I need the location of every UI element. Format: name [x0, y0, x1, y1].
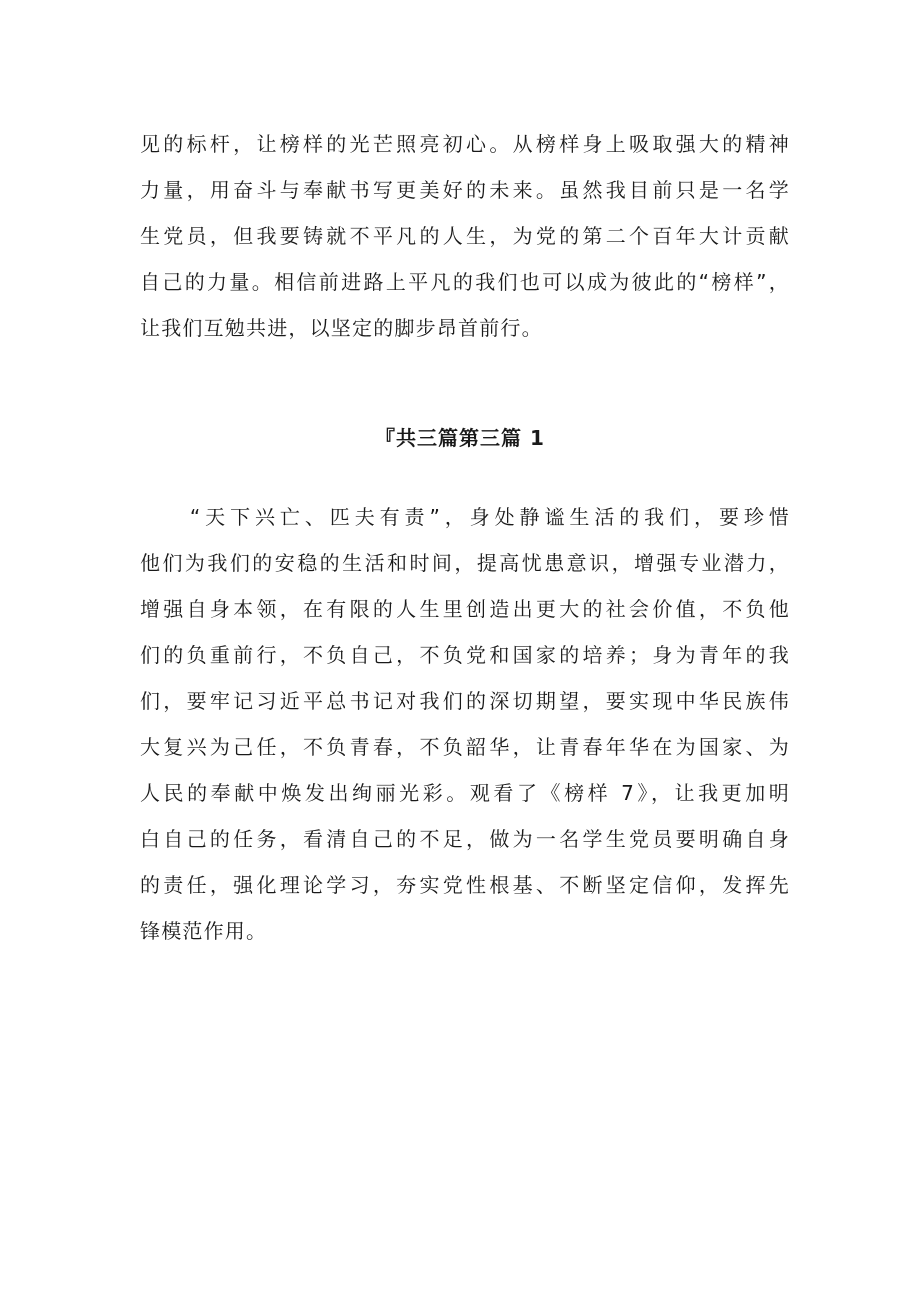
- paragraph-line: 他们为我们的安稳的生活和时间，提高忧患意识，增强专业潜力，: [140, 551, 790, 575]
- paragraph-line: 让我们互勉共进，以坚定的脚步昂首前行。: [140, 316, 543, 340]
- paragraph-2: [140, 494, 790, 954]
- paragraph-1: [140, 121, 790, 351]
- paragraph-line: 力量，用奋斗与奉献书写更美好的未来。虽然我目前只是一名学: [140, 178, 790, 202]
- paragraph-line: 的责任，强化理论学习，夯实党性根基、不断坚定信仰，发挥先: [140, 873, 790, 897]
- paragraph-line: 大复兴为己任，不负青春，不负韶华，让青春年华在为国家、为: [140, 735, 790, 759]
- paragraph-line: 增强自身本领，在有限的人生里创造出更大的社会价值，不负他: [140, 597, 790, 621]
- paragraph-line: 白自己的任务，看清自己的不足，做为一名学生党员要明确自身: [140, 827, 790, 851]
- paragraph-line: 们的负重前行，不负自己，不负党和国家的培养；身为青年的我: [140, 643, 790, 667]
- paragraph-line: 锋模范作用。: [140, 919, 268, 943]
- paragraph-line: “天下兴亡、匹夫有责”，身处静谧生活的我们，要珍惜: [140, 505, 790, 529]
- paragraph-line: 们，要牢记习近平总书记对我们的深切期望，要实现中华民族伟: [140, 689, 790, 713]
- paragraph-line: 自己的力量。相信前进路上平凡的我们也可以成为彼此的“榜样”，: [140, 270, 790, 294]
- paragraph-line: 生党员，但我要铸就不平凡的人生，为党的第二个百年大计贡献: [140, 224, 790, 248]
- paragraph-line: 见的标杆，让榜样的光芒照亮初心。从榜样身上吸取强大的精神: [140, 132, 790, 156]
- section-heading: 『共三篇第三篇 1: [375, 426, 545, 450]
- paragraph-line: 人民的奉献中焕发出绚丽光彩。观看了《榜样 7》，让我更加明: [140, 781, 790, 805]
